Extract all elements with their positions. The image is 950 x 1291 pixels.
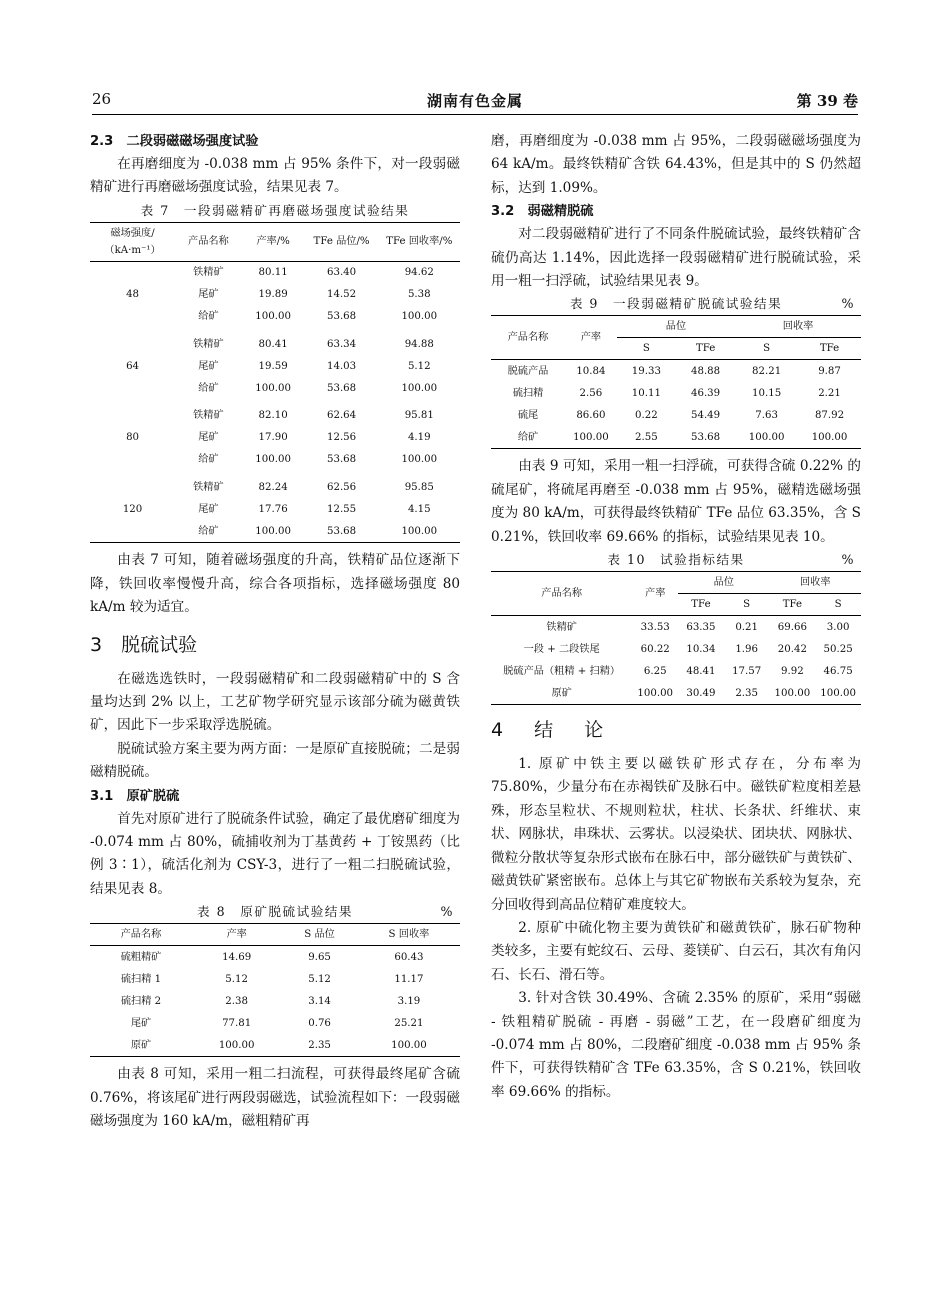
t7-cell: 14.52 (326, 289, 357, 301)
table-row (90, 946, 460, 969)
t8-cell: 60.43 (394, 951, 424, 963)
t7-cell: 4.15 (407, 503, 431, 515)
t8-cell: 硫粗精矿 (120, 951, 162, 963)
t10-cell: 9.92 (781, 665, 804, 677)
t7-field-cell: 64 (126, 360, 140, 372)
t7-header-recovery: TFe 回收率/% (379, 222, 460, 261)
t7-cell: 95.81 (404, 410, 434, 422)
t9-subheader: S (735, 338, 798, 360)
t7-cell: 给矿 (198, 525, 219, 537)
table-row (90, 1012, 460, 1034)
section-3-para-2: 脱硫试验方案主要为两方面：一是原矿直接脱硫；二是弱磁精脱硫。 (90, 740, 460, 781)
conclusion-2: 2. 原矿中硫化物主要为黄铁矿和磁黄铁矿，脉石矿物种类较多，主要有蛇纹石、云母、菱镁矿、白云石，其次有角闪石、长石、滑石等。 (491, 919, 861, 983)
t7-cell: 铁精矿 (193, 338, 224, 350)
t7-header-grade: TFe 品位/% (305, 222, 379, 261)
table-7-caption (90, 200, 460, 222)
t10-cell: 100.00 (637, 687, 674, 699)
t7-cell: 17.76 (258, 503, 288, 515)
table-row (90, 471, 460, 499)
t8-cell: 2.38 (225, 995, 248, 1007)
t10-cell: 50.25 (823, 643, 853, 655)
t7-cell: 80.41 (258, 338, 288, 350)
t9-cell: 10.84 (576, 365, 606, 377)
table-row (90, 328, 460, 356)
t10-cell: 100.00 (774, 687, 811, 699)
t9-cell: 100.00 (573, 431, 609, 443)
t7-cell: 19.59 (258, 360, 288, 372)
t7-cell: 94.88 (404, 338, 434, 350)
t7-cell: 5.12 (407, 360, 431, 372)
t8-cell: 25.21 (394, 1017, 424, 1029)
t9-cell: 82.21 (752, 365, 782, 377)
page-number: 26 (92, 90, 112, 108)
t7-header-field: 磁场强度/（kA·m⁻¹） (90, 222, 175, 261)
t9-cell: 48.88 (690, 365, 721, 377)
t8-header: S 品位 (281, 924, 358, 946)
t9-header-name: 产品名称 (491, 316, 565, 360)
section-3-1-text: 首先对原矿进行了脱硫条件试验，确定了最优磨矿细度为 -0.074 mm 占 80%，硫捕收剂为丁基黄药 + 丁铵黑药（比例 3∶1），硫活化剂为 CSY-3，进行了一粗二扫脱硫试验，结果见表 8。 (90, 810, 460, 897)
continued-text: 磨，再磨细度为 -0.038 mm 占 95%，二段弱磁磁场强度为 64 kA/m。最终铁精矿含铁 64.43%，但是其中的 S 仍然超标，达到 1.09%。 (491, 133, 861, 196)
table-9-unit: % (841, 296, 855, 312)
table-9 (491, 315, 861, 449)
t7-cell: 95.85 (404, 481, 434, 493)
t10-cell: 3.00 (826, 621, 850, 633)
t9-cell: 100.00 (811, 431, 848, 443)
t9-header-recovery: 回收率 (735, 316, 861, 338)
t7-cell: 100.00 (255, 525, 291, 537)
t9-subheader: TFe (798, 338, 861, 360)
table-7 (90, 222, 460, 544)
t10-cell: 60.22 (640, 643, 670, 655)
t10-header-yield: 产率 (632, 572, 678, 616)
t10-subheader: TFe (770, 594, 816, 616)
table-row (491, 404, 861, 426)
table-7-discussion: 由表 7 可知，随着磁场强度的升高，铁精矿品位逐渐下降，铁回收率慢慢升高，综合各项指标，选择磁场强度 80 kA/m 较为适宜。 (90, 552, 460, 616)
t7-cell: 100.00 (255, 454, 291, 466)
t7-cell: 铁精矿 (193, 410, 224, 422)
table-row (90, 399, 460, 427)
t10-cell: 33.53 (640, 621, 670, 633)
t7-header-yield: 产率/% (242, 222, 305, 261)
t9-cell: 硫扫精 (512, 387, 544, 399)
table-row (90, 968, 460, 990)
t8-cell: 硫扫精 1 (120, 973, 162, 985)
t8-cell: 100.00 (218, 1039, 255, 1051)
t9-cell: 2.21 (818, 387, 841, 399)
t7-cell: 19.89 (258, 289, 288, 301)
t7-cell: 100.00 (255, 311, 291, 323)
table-row (491, 426, 861, 449)
t7-cell: 63.34 (326, 338, 357, 350)
t7-cell: 82.10 (258, 410, 288, 422)
t10-cell: 铁精矿 (546, 621, 577, 633)
section-3-2-text: 对二段弱磁精矿进行了不同条件脱硫试验，最终铁精矿含硫仍高达 1.14%，因此选择一段弱磁精矿进行脱硫试验，采用一粗一扫浮硫，试验结果见表 9。 (491, 226, 861, 290)
volume-label: 第 39 卷 (796, 92, 858, 110)
t10-subheader: S (815, 594, 861, 616)
t8-cell: 14.69 (222, 951, 252, 963)
t7-cell: 100.00 (255, 382, 291, 394)
conclusion-3: 3. 针对含铁 30.49%、含硫 2.35% 的原矿，采用“弱磁 - 铁粗精矿脱硫 - 再磨 - 弱磁”工艺，在一段磨矿细度为 -0.074 mm 占 80%，二段磨矿细度 -0.038 mm 占 95% 条件下，可获得铁精矿含 TFe 63.35%，含 S 0.21%，铁回收率 69.66% 的指标。 (491, 990, 861, 1100)
t10-cell: 20.42 (777, 643, 807, 655)
t7-cell: 铁精矿 (193, 267, 224, 279)
t10-cell: 10.34 (686, 643, 716, 655)
right-column (491, 130, 861, 1104)
t7-cell: 100.00 (401, 525, 438, 537)
t7-cell: 100.00 (401, 311, 438, 323)
table-row (90, 261, 460, 284)
t7-cell: 给矿 (198, 311, 219, 323)
table-8-caption (90, 901, 460, 923)
table-10-caption-text: 表 10 试验指标结果 (607, 552, 745, 568)
t10-header-recovery: 回收率 (770, 572, 861, 594)
t7-cell: 给矿 (198, 454, 219, 466)
t9-cell: 2.55 (635, 431, 658, 443)
t9-subheader: S (617, 338, 676, 360)
t7-cell: 尾矿 (198, 289, 219, 301)
t10-cell: 46.75 (823, 665, 853, 677)
t9-cell: 硫尾 (517, 409, 539, 421)
t7-field-cell: 120 (122, 503, 143, 515)
t7-cell: 82.24 (258, 481, 288, 493)
t10-cell: 48.41 (686, 665, 716, 677)
table-row (491, 360, 861, 383)
t10-header-grade: 品位 (678, 572, 769, 594)
t9-cell: 87.92 (814, 409, 845, 421)
table-8-unit: % (440, 904, 454, 920)
t9-cell: 9.87 (818, 365, 841, 377)
t9-header-grade: 品位 (617, 316, 735, 338)
section-2-3-text: 在再磨细度为 -0.038 mm 占 95% 条件下，对一段弱磁精矿进行再磨磁场强度试验，结果见表 7。 (90, 156, 460, 196)
table-row (491, 660, 861, 682)
table-row (491, 616, 861, 639)
t10-cell: 原矿 (551, 687, 572, 699)
table-10 (491, 571, 861, 705)
t10-cell: 6.25 (643, 665, 667, 677)
t7-cell: 53.68 (326, 311, 357, 323)
table-row (90, 990, 460, 1012)
t7-cell: 100.00 (401, 382, 438, 394)
t7-header-name: 产品名称 (175, 222, 242, 261)
t7-cell: 17.90 (258, 432, 288, 444)
t10-subheader: S (724, 594, 770, 616)
t9-cell: 100.00 (748, 431, 785, 443)
page-header (92, 88, 858, 115)
t7-cell: 63.40 (326, 267, 357, 279)
table-row (491, 382, 861, 404)
t9-cell: 10.11 (631, 387, 661, 399)
t9-cell: 2.56 (579, 387, 603, 399)
t8-cell: 3.19 (397, 995, 421, 1007)
t7-cell: 94.62 (404, 267, 434, 279)
t8-header: 产品名称 (90, 924, 192, 946)
t9-cell: 10.15 (752, 387, 782, 399)
t8-header: S 回收率 (358, 924, 460, 946)
section-2-3-title: 2.3 二段弱磁磁场强度试验 (90, 134, 259, 149)
t7-cell: 100.00 (401, 454, 438, 466)
t7-cell: 62.56 (326, 481, 357, 493)
t8-cell: 100.00 (391, 1039, 427, 1051)
table-10-caption (491, 549, 861, 571)
table-9-discussion: 由表 9 可知，采用一粗一扫浮硫，可获得含硫 0.22% 的硫尾矿，将硫尾再磨至 -0.038 mm 占 95%，磁精选磁场强度为 80 kA/m，可获得最终铁精矿 TFe 品位 63.35%，含 S 0.21%，铁回收率 69.66% 的指标，试验结果见表 10。 (491, 458, 861, 545)
table-10-unit: % (841, 552, 855, 568)
t8-cell: 0.76 (308, 1017, 331, 1029)
t9-cell: 脱硫产品 (507, 365, 549, 377)
t8-cell: 尾矿 (130, 1017, 152, 1029)
t7-cell: 尾矿 (198, 360, 219, 372)
t9-header-yield: 产率 (565, 316, 617, 360)
t9-cell: 7.63 (755, 409, 778, 421)
t9-cell: 19.33 (631, 365, 661, 377)
t9-cell: 54.49 (690, 409, 721, 421)
t10-cell: 0.21 (735, 621, 758, 633)
t10-header-name: 产品名称 (491, 572, 632, 616)
t8-cell: 2.35 (308, 1039, 331, 1051)
t7-cell: 14.03 (326, 360, 357, 372)
t7-cell: 12.56 (326, 432, 357, 444)
table-9-caption (491, 293, 861, 315)
t7-cell: 尾矿 (198, 432, 219, 444)
left-column (90, 130, 460, 1133)
t7-cell: 5.38 (407, 289, 431, 301)
section-3-title: 3 脱硫试验 (90, 633, 198, 656)
t7-cell: 4.19 (407, 432, 431, 444)
t8-cell: 硫扫精 2 (120, 995, 162, 1007)
t7-cell: 给矿 (198, 382, 219, 394)
journal-title: 湖南有色金属 (426, 92, 523, 110)
t7-cell: 80.11 (258, 267, 288, 279)
t7-field-cell: 80 (126, 432, 140, 444)
t10-cell: 脱硫产品（粗精 + 扫精） (503, 665, 621, 677)
t7-cell: 53.68 (326, 454, 357, 466)
table-row (491, 638, 861, 660)
t8-cell: 77.81 (222, 1017, 252, 1029)
t8-cell: 3.14 (308, 995, 331, 1007)
section-3-para-1: 在磁选选铁时，一段弱磁精矿和二段弱磁精矿中的 S 含量均达到 2% 以上，工艺矿物学研究显示该部分硫为磁黄铁矿，因此下一步采取浮选脱硫。 (90, 670, 460, 734)
t7-cell: 12.55 (326, 503, 357, 515)
t10-cell: 100.00 (820, 687, 856, 699)
t10-cell: 一段 + 二段铁尾 (523, 643, 600, 655)
t10-cell: 69.66 (777, 621, 807, 633)
t10-cell: 1.96 (735, 643, 758, 655)
t8-cell: 5.12 (225, 973, 248, 985)
t7-cell: 53.68 (326, 525, 357, 537)
conclusion-1: 1. 原矿中铁主要以磁铁矿形式存在，分布率为 75.80%，少量分布在赤褐铁矿及脉石中。磁铁矿粒度相差悬殊，形态呈粒状、不规则粒状，柱状、长条状、纤维状、束状、网脉状，串珠状、云雾状。以浸染状、团块状、网脉状、微粒分散状等复杂形式嵌布在脉石中，部分磁铁矿与黄铁矿、磁黄铁矿紧密嵌布。总体上与其它矿物嵌布关系较为复杂，充分回收得到高品位精矿难度较大。 (491, 756, 861, 913)
t8-cell: 5.12 (308, 973, 331, 985)
t10-cell: 17.57 (732, 665, 762, 677)
t10-subheader: TFe (678, 594, 724, 616)
t8-cell: 原矿 (130, 1039, 152, 1051)
t9-cell: 0.22 (635, 409, 658, 421)
table-9-caption-text: 表 9 一段弱磁精矿脱硫试验结果 (569, 296, 783, 312)
t10-cell: 63.35 (686, 621, 716, 633)
table-8 (90, 923, 460, 1057)
table-7-caption-text: 表 7 一段弱磁精矿再磨磁场强度试验结果 (140, 202, 410, 218)
t7-field-cell: 48 (126, 289, 140, 301)
t8-cell: 9.65 (308, 951, 331, 963)
t10-cell: 30.49 (686, 687, 716, 699)
t7-cell: 62.64 (326, 410, 357, 422)
table-8-caption-text: 表 8 原矿脱硫试验结果 (197, 904, 353, 920)
t9-cell: 53.68 (690, 431, 721, 443)
section-3-2-title: 3.2 弱磁精脱硫 (491, 204, 594, 220)
table-row (90, 1034, 460, 1057)
t7-cell: 铁精矿 (193, 481, 224, 493)
t8-header: 产率 (192, 924, 281, 946)
section-4-title: 4 结 论 (491, 719, 610, 742)
t7-cell: 尾矿 (198, 503, 219, 515)
section-3-1-title: 3.1 原矿脱硫 (90, 788, 180, 804)
t7-cell: 53.68 (326, 382, 357, 394)
t9-cell: 46.39 (690, 387, 721, 399)
t9-cell: 给矿 (517, 431, 539, 443)
t9-cell: 86.60 (576, 409, 606, 421)
table-8-discussion: 由表 8 可知，采用一粗二扫流程，可获得最终尾矿含硫 0.76%，将该尾矿进行两段弱磁选，试验流程如下：一段弱磁磁场强度为 160 kA/m，磁粗精矿再 (90, 1066, 460, 1129)
t10-cell: 2.35 (735, 687, 758, 699)
t9-subheader: TFe (676, 338, 735, 360)
table-row (491, 682, 861, 705)
t8-cell: 11.17 (394, 973, 424, 985)
